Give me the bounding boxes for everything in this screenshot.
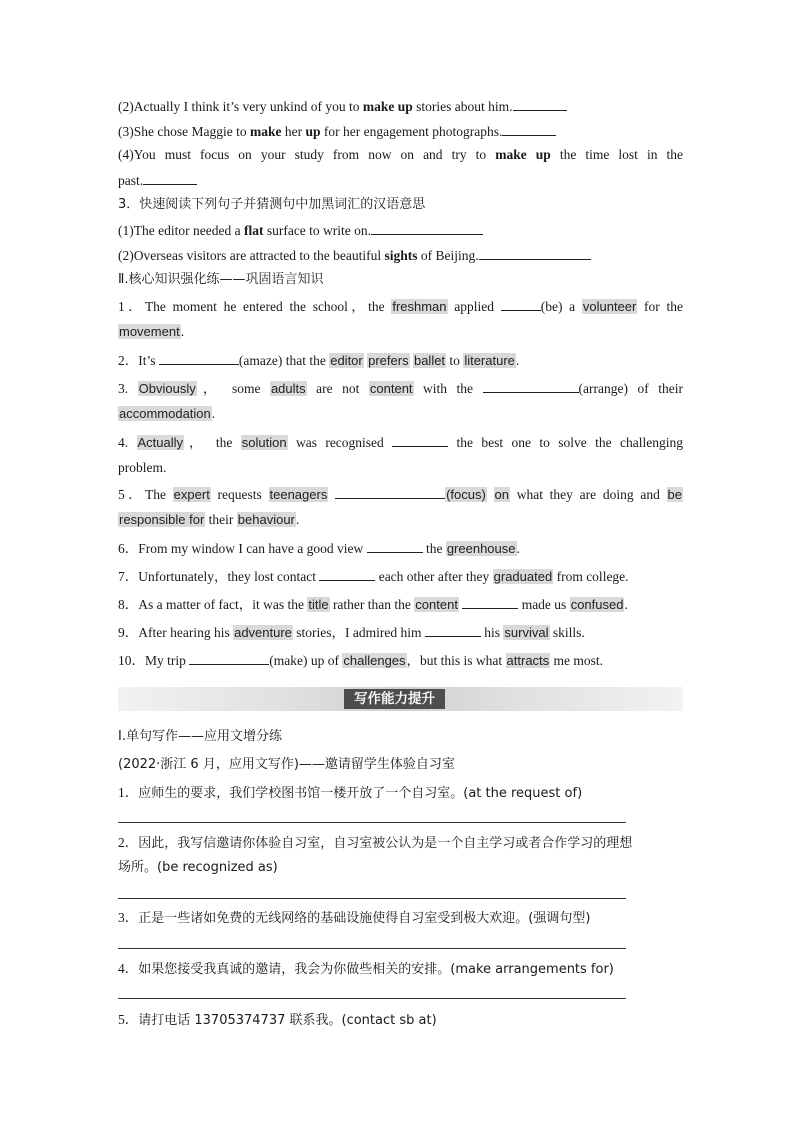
exercise-3: 3. Obviously， some adults are not content with the (arrange) of their bbox=[118, 381, 683, 396]
exercise-4-cont: problem. bbox=[118, 460, 167, 475]
exercise-2: 2．It’s (amaze) that the editor prefers ballet to literature. bbox=[118, 353, 520, 368]
task3-item-1: (1)The editor needed a flat surface to write on. bbox=[118, 221, 683, 240]
answer-blank[interactable] bbox=[189, 651, 269, 665]
highlight-word: volunteer bbox=[582, 299, 637, 314]
answer-blank[interactable] bbox=[371, 221, 483, 235]
task3-item-2: (2)Overseas visitors are attracted to the beautiful sights of Beijing. bbox=[118, 246, 683, 265]
highlight-word: title bbox=[308, 597, 329, 612]
answer-blank[interactable] bbox=[392, 433, 448, 447]
answer-blank[interactable] bbox=[513, 97, 567, 111]
highlight-word: teenagers bbox=[269, 487, 328, 502]
exercise-5: 5．The expert requests teenagers (focus) on what they are doing and be bbox=[118, 487, 683, 502]
writing-heading: Ⅰ.单句写作——应用文增分练 bbox=[118, 729, 282, 744]
highlight-word: on bbox=[494, 487, 509, 502]
highlight-word: accommodation bbox=[119, 406, 211, 421]
highlight-word: confused bbox=[570, 597, 624, 612]
highlight-word: (focus) bbox=[446, 487, 486, 502]
highlight-word: behaviour bbox=[237, 512, 295, 527]
writing-item-1: 1．应师生的要求，我们学校图书馆一楼开放了一个自习室。(at the request of) bbox=[118, 785, 583, 801]
writing-item-2-cont: 场所。(be recognized as) bbox=[118, 860, 278, 875]
highlight-word: be bbox=[667, 487, 683, 502]
highlight-word: freshman bbox=[392, 299, 447, 314]
answer-blank[interactable] bbox=[462, 595, 518, 609]
writing-source: (2022·浙江 6 月，应用文写作)——邀请留学生体验自习室 bbox=[118, 757, 455, 772]
exercise-6: 6．From my window I can have a good view the greenhouse. bbox=[118, 541, 520, 556]
answer-blank[interactable] bbox=[502, 122, 556, 136]
highlight-word: content bbox=[369, 381, 413, 396]
bold-phrase: make up bbox=[362, 99, 413, 114]
exercise-10: 10．My trip (make) up of challenges，but this is what attracts me most. bbox=[118, 653, 604, 668]
answer-line[interactable] bbox=[118, 822, 626, 823]
highlight-word: survival bbox=[504, 625, 549, 640]
writing-item-4: 4．如果您接受我真诚的邀请，我会为你做些相关的安排。(make arrangements for) bbox=[118, 961, 614, 977]
highlight-word: movement bbox=[119, 324, 180, 339]
writing-item-5: 5．请打电话 13705374737 联系我。(contact sb at) bbox=[118, 1012, 437, 1028]
highlight-word: expert bbox=[173, 487, 210, 502]
exercise-5-cont: responsible for their behaviour. bbox=[119, 512, 300, 527]
task3-heading: 3．快速阅读下列句子并猜测句中加黑词汇的汉语意思 bbox=[118, 197, 426, 212]
vocab-item-4: (4)You must focus on your study from now on and try to make up the time lost in the bbox=[118, 147, 683, 162]
highlight-word: solution bbox=[241, 435, 287, 450]
section2-heading: Ⅱ.核心知识强化练——巩固语言知识 bbox=[118, 272, 324, 287]
highlight-word: adventure bbox=[234, 625, 292, 640]
highlight-word: graduated bbox=[493, 569, 553, 584]
highlight-word: editor bbox=[330, 353, 363, 368]
highlight-word: Obviously bbox=[138, 381, 196, 396]
answer-line[interactable] bbox=[118, 948, 626, 949]
highlight-word: greenhouse bbox=[446, 541, 516, 556]
highlight-word: attracts bbox=[506, 653, 550, 668]
exercise-8: 8．As a matter of fact，it was the title rather than the content made us confused. bbox=[118, 597, 628, 612]
exercise-1: 1．The moment he entered the school，the freshman applied (be) a volunteer for the bbox=[118, 299, 684, 314]
answer-blank[interactable] bbox=[335, 485, 445, 499]
answer-blank[interactable] bbox=[319, 567, 375, 581]
section-banner bbox=[118, 687, 683, 711]
highlight-word: ballet bbox=[413, 353, 446, 368]
answer-blank[interactable] bbox=[159, 351, 239, 365]
answer-blank[interactable] bbox=[483, 379, 579, 393]
answer-blank[interactable] bbox=[143, 171, 197, 185]
highlight-word: adults bbox=[270, 381, 306, 396]
answer-line[interactable] bbox=[118, 898, 626, 899]
item-number: (2) bbox=[118, 99, 134, 114]
answer-blank[interactable] bbox=[367, 539, 423, 553]
highlight-word: content bbox=[415, 597, 458, 612]
writing-item-2: 2．因此，我写信邀请你体验自习室，自习室被公认为是一个自主学习或者合作学习的理想 bbox=[118, 835, 633, 851]
answer-line[interactable] bbox=[118, 998, 626, 999]
highlight-word: Actually bbox=[137, 435, 184, 450]
highlight-word: responsible for bbox=[119, 512, 205, 527]
vocab-item-4-cont: past. bbox=[118, 171, 683, 190]
answer-blank[interactable] bbox=[479, 246, 591, 260]
answer-blank[interactable] bbox=[425, 623, 481, 637]
exercise-3-cont: accommodation. bbox=[119, 406, 216, 421]
vocab-item-2: (2)Actually I think it’s very unkind of you to make up stories about him. bbox=[118, 97, 683, 116]
exercise-4: 4. Actually， the solution was recognised the best one to solve the challenging bbox=[118, 435, 683, 450]
vocab-item-3: (3)She chose Maggie to make her up for her engagement photographs. bbox=[118, 122, 683, 141]
banner-title: 写作能力提升 bbox=[344, 689, 445, 709]
exercise-7: 7．Unfortunately，they lost contact each other after they graduated from college. bbox=[118, 569, 629, 584]
highlight-word: literature bbox=[464, 353, 515, 368]
writing-item-3: 3．正是一些诸如免费的无线网络的基础设施使得自习室受到极大欢迎。(强调句型) bbox=[118, 910, 591, 926]
exercise-9: 9．After hearing his adventure stories，I admired him his survival skills. bbox=[118, 625, 585, 640]
exercise-1-cont: movement. bbox=[119, 324, 185, 339]
highlight-word: prefers bbox=[368, 353, 409, 368]
answer-blank[interactable] bbox=[501, 297, 541, 311]
highlight-word: challenges bbox=[343, 653, 406, 668]
